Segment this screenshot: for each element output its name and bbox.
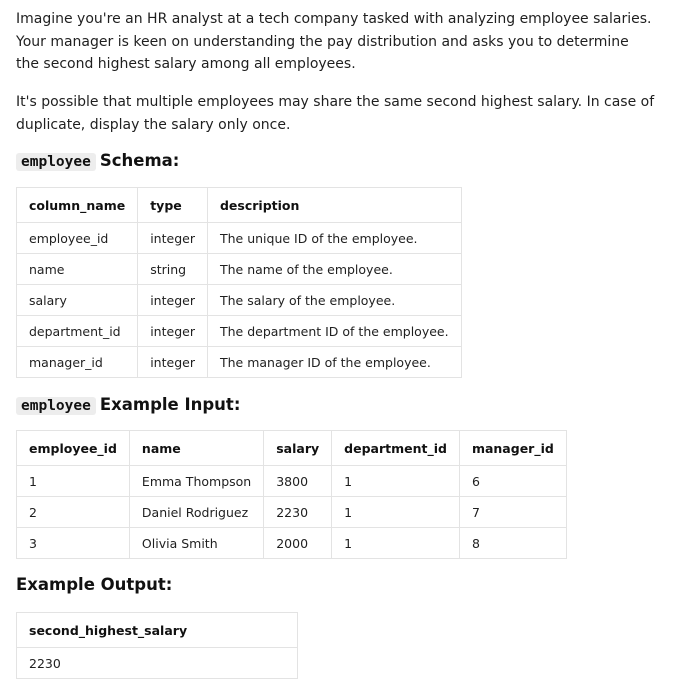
table-cell: manager_id (17, 347, 138, 378)
input-header-cell: manager_id (459, 431, 566, 466)
example-input-table (16, 430, 567, 559)
example-output-table (16, 612, 298, 679)
input-header-cell: employee_id (17, 431, 130, 466)
table-row (17, 347, 462, 378)
table-cell: 7 (459, 497, 566, 528)
table-cell: string (138, 254, 208, 285)
table-cell: 2230 (17, 648, 298, 679)
output-header-cell: second_highest_salary (17, 613, 298, 648)
table-cell: The unique ID of the employee. (207, 223, 461, 254)
input-header-cell: name (129, 431, 263, 466)
table-cell: The name of the employee. (207, 254, 461, 285)
table-row (17, 648, 298, 679)
table-cell: The department ID of the employee. (207, 316, 461, 347)
table-cell: 1 (332, 466, 460, 497)
table-row (17, 466, 567, 497)
table-cell: 8 (459, 528, 566, 559)
table-row (17, 285, 462, 316)
table-cell: 2 (17, 497, 130, 528)
table-cell: Emma Thompson (129, 466, 263, 497)
output-header-row (17, 613, 298, 648)
table-cell: department_id (17, 316, 138, 347)
schema-header-cell: column_name (17, 188, 138, 223)
example-input-heading (16, 392, 240, 418)
schema-heading-text: Schema: (99, 151, 180, 170)
table-cell: 1 (17, 466, 130, 497)
table-cell: The manager ID of the employee. (207, 347, 461, 378)
table-cell: 1 (332, 497, 460, 528)
input-header-cell: salary (264, 431, 332, 466)
table-cell: The salary of the employee. (207, 285, 461, 316)
table-row (17, 528, 567, 559)
example-output-heading: Example Output: (16, 575, 173, 594)
table-cell: name (17, 254, 138, 285)
table-cell: integer (138, 285, 208, 316)
schema-heading (16, 148, 179, 174)
table-cell: Daniel Rodriguez (129, 497, 263, 528)
schema-table-name-code: employee (16, 153, 96, 171)
schema-header-cell: description (207, 188, 461, 223)
input-header-cell: department_id (332, 431, 460, 466)
table-cell: 6 (459, 466, 566, 497)
table-cell: integer (138, 347, 208, 378)
table-cell: integer (138, 316, 208, 347)
example-input-heading-text: Example Input: (99, 395, 241, 414)
table-cell: 2230 (264, 497, 332, 528)
table-cell: integer (138, 223, 208, 254)
table-row (17, 497, 567, 528)
table-cell: 1 (332, 528, 460, 559)
table-row (17, 223, 462, 254)
table-cell: salary (17, 285, 138, 316)
input-header-row (17, 431, 567, 466)
table-cell: 2000 (264, 528, 332, 559)
table-cell: 3800 (264, 466, 332, 497)
intro-paragraph-1: Imagine you're an HR analyst at a tech company tasked with analyzing employee salaries. Your manager is keen on understanding the pay distribution and asks you to determine the second highest salary among all employees. (16, 11, 652, 72)
schema-header-row (17, 188, 462, 223)
table-cell: 3 (17, 528, 130, 559)
table-cell: employee_id (17, 223, 138, 254)
schema-header-cell: type (138, 188, 208, 223)
table-row (17, 316, 462, 347)
schema-table (16, 187, 462, 378)
table-row (17, 254, 462, 285)
intro-paragraph-2: It's possible that multiple employees may share the same second highest salary. In case of duplicate, display the salary only once. (16, 94, 655, 133)
table-cell: Olivia Smith (129, 528, 263, 559)
input-table-name-code: employee (16, 397, 96, 415)
